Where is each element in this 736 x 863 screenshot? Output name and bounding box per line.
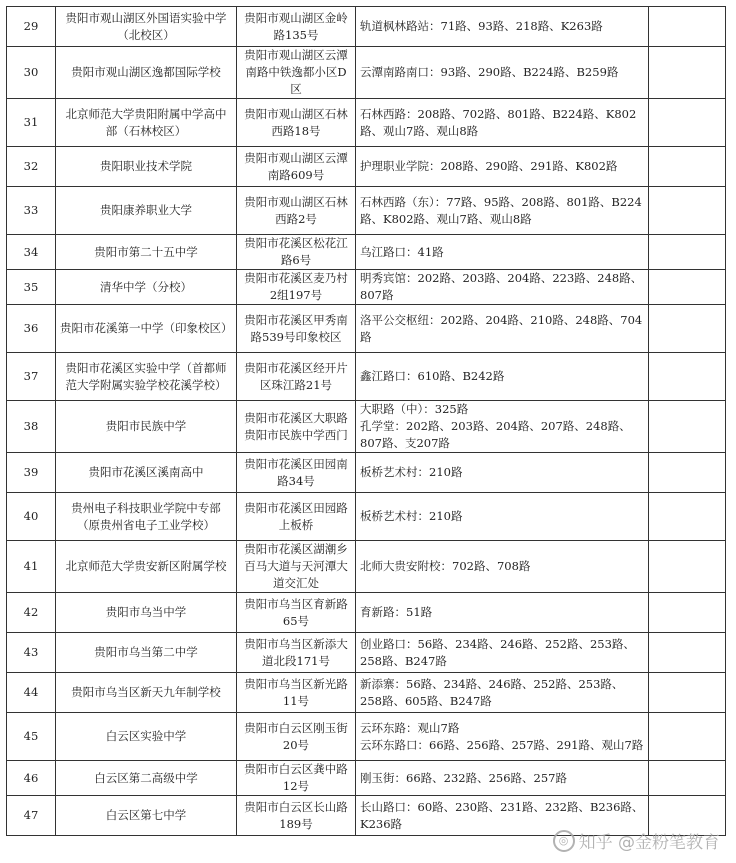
table-row (7, 541, 726, 593)
remarks-cell (649, 453, 726, 493)
school-name: 贵阳市乌当中学 (56, 593, 237, 633)
row-number: 33 (7, 187, 56, 235)
row-number: 46 (7, 761, 56, 796)
school-name: 白云区第二高级中学 (56, 761, 237, 796)
school-address: 贵阳市白云区长山路189号 (237, 796, 356, 836)
bus-routes: 创业路口：56路、234路、246路、252路、253路、258路、B247路 (356, 633, 649, 673)
table-row (7, 761, 726, 796)
remarks-cell (649, 47, 726, 99)
table-row (7, 353, 726, 401)
school-address: 贵阳市白云区刚玉街20号 (237, 713, 356, 761)
school-name: 北京师范大学贵阳附属中学高中部（石林校区） (56, 99, 237, 147)
school-name: 贵阳市第二十五中学 (56, 235, 237, 270)
row-number: 32 (7, 147, 56, 187)
bus-routes: 洛平公交枢纽：202路、204路、210路、248路、704路 (356, 305, 649, 353)
table-row (7, 453, 726, 493)
school-address: 贵阳市花溪区田园路上板桥 (237, 493, 356, 541)
row-number: 36 (7, 305, 56, 353)
row-number: 38 (7, 401, 56, 453)
school-name: 白云区第七中学 (56, 796, 237, 836)
bus-routes: 云潭南路南口：93路、290路、B224路、B259路 (356, 47, 649, 99)
bus-routes: 石林西路（东）：77路、95路、208路、801路、B224路、K802路、观山7路、观山8路 (356, 187, 649, 235)
table-row (7, 673, 726, 713)
bus-route-table (6, 6, 726, 836)
row-number: 37 (7, 353, 56, 401)
bus-routes: 云环东路：观山7路 云环东路口：66路、256路、257路、291路、观山7路 (356, 713, 649, 761)
row-number: 45 (7, 713, 56, 761)
school-address: 贵阳市花溪区大职路贵阳市民族中学西门 (237, 401, 356, 453)
school-address: 贵阳市花溪区甲秀南路539号印象校区 (237, 305, 356, 353)
school-address: 贵阳市观山湖区金岭路135号 (237, 7, 356, 47)
remarks-cell (649, 493, 726, 541)
row-number: 29 (7, 7, 56, 47)
row-number: 30 (7, 47, 56, 99)
remarks-cell (649, 147, 726, 187)
watermark (553, 828, 720, 853)
school-name: 贵阳市乌当第二中学 (56, 633, 237, 673)
table-row (7, 593, 726, 633)
school-address: 贵阳市花溪区松花江路6号 (237, 235, 356, 270)
table-row (7, 713, 726, 761)
school-name: 贵阳市花溪区实验中学（首都师范大学附属实验学校花溪学校） (56, 353, 237, 401)
bus-routes: 护理职业学院：208路、290路、291路、K802路 (356, 147, 649, 187)
school-address: 贵阳市观山湖区石林西路2号 (237, 187, 356, 235)
remarks-cell (649, 713, 726, 761)
row-number: 43 (7, 633, 56, 673)
bus-routes: 轨道枫林路站：71路、93路、218路、K263路 (356, 7, 649, 47)
school-name: 贵州电子科技职业学院中专部（原贵州省电子工业学校） (56, 493, 237, 541)
row-number: 42 (7, 593, 56, 633)
bus-routes: 大职路（中）：325路 孔学堂：202路、203路、204路、207路、248路、807路、支207路 (356, 401, 649, 453)
bus-routes: 板桥艺术村：210路 (356, 453, 649, 493)
school-name: 贵阳市花溪区溪南高中 (56, 453, 237, 493)
school-name: 贵阳职业技术学院 (56, 147, 237, 187)
remarks-cell (649, 7, 726, 47)
table-row (7, 7, 726, 47)
zhihu-logo-icon: ◎ (553, 830, 575, 852)
row-number: 47 (7, 796, 56, 836)
remarks-cell (649, 270, 726, 305)
table-row (7, 401, 726, 453)
table-row (7, 633, 726, 673)
bus-routes: 北师大贵安附校：702路、708路 (356, 541, 649, 593)
row-number: 41 (7, 541, 56, 593)
school-address: 贵阳市花溪区湖潮乡百马大道与天河潭大道交汇处 (237, 541, 356, 593)
table-row (7, 270, 726, 305)
bus-routes: 刚玉街：66路、232路、256路、257路 (356, 761, 649, 796)
bus-routes: 新添寨：56路、234路、246路、252路、253路、258路、605路、B247路 (356, 673, 649, 713)
bus-routes: 鑫江路口：610路、B242路 (356, 353, 649, 401)
remarks-cell (649, 541, 726, 593)
remarks-cell (649, 235, 726, 270)
remarks-cell (649, 673, 726, 713)
school-name: 贵阳市观山湖区外国语实验中学（北校区） (56, 7, 237, 47)
bus-routes: 乌江路口：41路 (356, 235, 649, 270)
table-row (7, 47, 726, 99)
school-address: 贵阳市花溪区经开片区珠江路21号 (237, 353, 356, 401)
bus-routes: 石林西路：208路、702路、801路、B224路、K802路、观山7路、观山8路 (356, 99, 649, 147)
table-row (7, 99, 726, 147)
bus-routes: 明秀宾馆：202路、203路、204路、223路、248路、807路 (356, 270, 649, 305)
school-address: 贵阳市白云区龚中路12号 (237, 761, 356, 796)
school-address: 贵阳市乌当区新光路11号 (237, 673, 356, 713)
school-address: 贵阳市花溪区田园南路34号 (237, 453, 356, 493)
remarks-cell (649, 401, 726, 453)
school-address: 贵阳市乌当区新添大道北段171号 (237, 633, 356, 673)
table-row (7, 493, 726, 541)
remarks-cell (649, 593, 726, 633)
school-name: 贵阳市花溪第一中学（印象校区） (56, 305, 237, 353)
remarks-cell (649, 353, 726, 401)
remarks-cell (649, 305, 726, 353)
bus-routes: 长山路口：60路、230路、231路、232路、B236路、K236路 (356, 796, 649, 836)
school-address: 贵阳市花溪区麦乃村2组197号 (237, 270, 356, 305)
watermark-text: 知乎 @金粉笔教育 (578, 833, 720, 853)
table-row (7, 305, 726, 353)
school-address: 贵阳市观山湖区云潭南路609号 (237, 147, 356, 187)
row-number: 44 (7, 673, 56, 713)
table-row (7, 235, 726, 270)
remarks-cell (649, 761, 726, 796)
school-name: 白云区实验中学 (56, 713, 237, 761)
school-address: 贵阳市观山湖区云潭南路中铁逸都小区D区 (237, 47, 356, 99)
remarks-cell (649, 187, 726, 235)
row-number: 39 (7, 453, 56, 493)
row-number: 40 (7, 493, 56, 541)
row-number: 31 (7, 99, 56, 147)
school-address: 贵阳市观山湖区石林西路18号 (237, 99, 356, 147)
school-name: 贵阳市乌当区新天九年制学校 (56, 673, 237, 713)
school-address: 贵阳市乌当区育新路65号 (237, 593, 356, 633)
school-name: 贵阳康养职业大学 (56, 187, 237, 235)
remarks-cell (649, 99, 726, 147)
remarks-cell (649, 633, 726, 673)
table-row (7, 147, 726, 187)
bus-routes: 育新路：51路 (356, 593, 649, 633)
table-row (7, 187, 726, 235)
row-number: 35 (7, 270, 56, 305)
bus-routes: 板桥艺术村：210路 (356, 493, 649, 541)
row-number: 34 (7, 235, 56, 270)
school-name: 贵阳市观山湖区逸都国际学校 (56, 47, 237, 99)
school-name: 北京师范大学贵安新区附属学校 (56, 541, 237, 593)
school-name: 贵阳市民族中学 (56, 401, 237, 453)
school-name: 清华中学（分校） (56, 270, 237, 305)
